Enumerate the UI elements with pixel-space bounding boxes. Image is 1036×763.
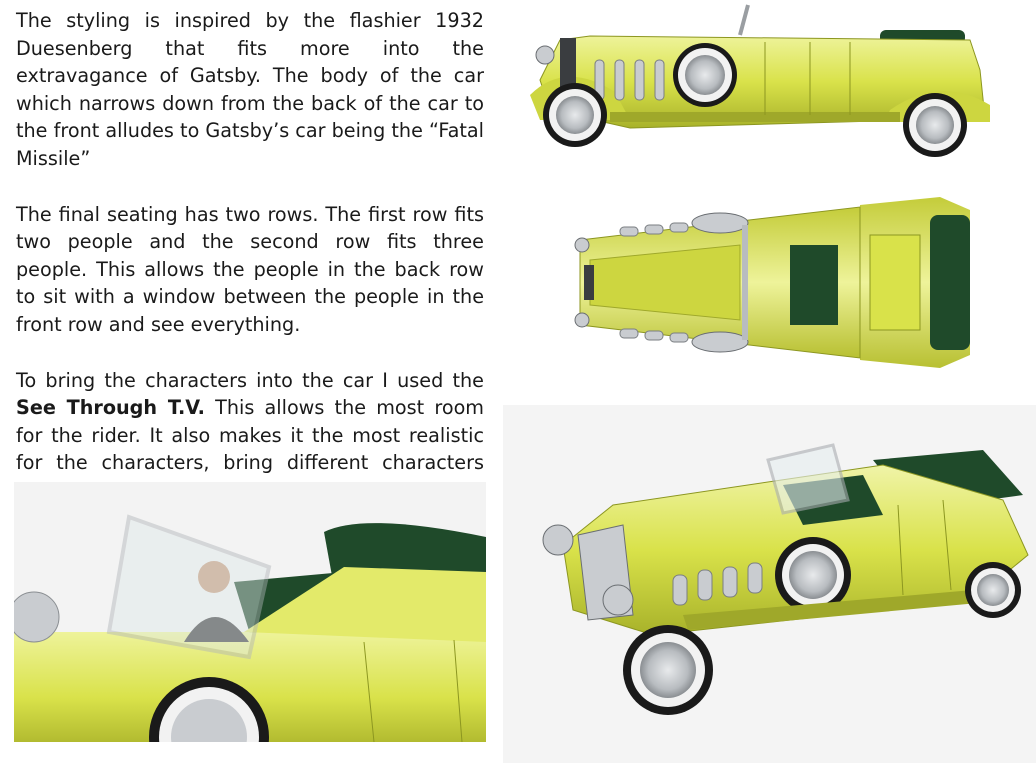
paragraph-styling: The styling is inspired by the flashier 1932 Duesenberg that fits more into the extravagance of Gatsby. The body of the car which narrows down from the back of the car to the front alludes to Gatsby’s car being the “Fatal Missile” bbox=[16, 9, 484, 170]
car-closeup-see-through-tv-render bbox=[14, 482, 486, 742]
paragraph-3-intro: To bring the characters into the car I used the bbox=[16, 368, 484, 392]
car-side-view-render bbox=[520, 0, 1036, 170]
paragraph-3-rest: This allows the most room for the rider. It also makes it the most realistic for the characters, bring different characters bbox=[16, 396, 484, 475]
car-three-quarter-render bbox=[503, 405, 1036, 763]
paragraph-seating: The final seating has two rows. The first row fits two people and the second row fits three people. This allows the people in the back row to sit with a window between the people in the front row and see everything. bbox=[16, 202, 484, 336]
car-top-view-render bbox=[560, 185, 1036, 380]
description-text bbox=[16, 7, 484, 505]
see-through-tv-bold: See Through T.V. bbox=[16, 396, 205, 420]
